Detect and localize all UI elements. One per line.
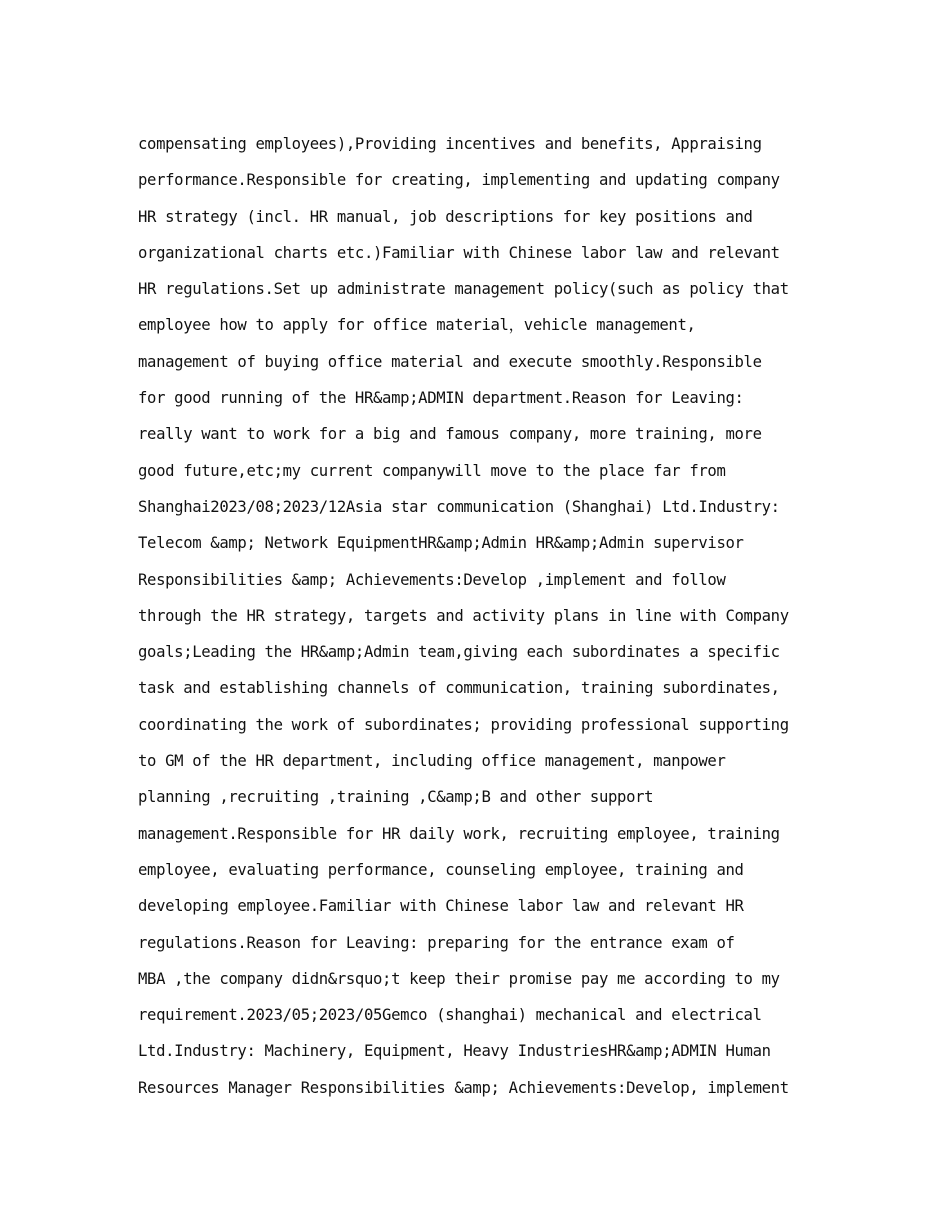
text-line: developing employee.Familiar with Chinese labor law and relevant HR xyxy=(138,897,744,916)
text-line: HR regulations.Set up administrate management policy(such as policy that xyxy=(138,280,789,299)
text-line: planning ,recruiting ,training ,C&amp;B and other support xyxy=(138,788,654,807)
text-line: task and establishing channels of communication, training subordinates, xyxy=(138,679,780,698)
text-line: management of buying office material and execute smoothly.Responsible xyxy=(138,352,762,371)
text-line: requirement.2023/05;2023/05Gemco (shanghai) mechanical and electrical xyxy=(138,1006,762,1025)
text-line: through the HR strategy, targets and activity plans in line with Company xyxy=(138,606,789,625)
text-line: regulations.Reason for Leaving: preparing for the entrance exam of xyxy=(138,933,735,952)
text-line: MBA ,the company didn&rsquo;t keep their promise pay me according to my xyxy=(138,969,780,988)
body-text xyxy=(138,126,828,1106)
text-line: goals;Leading the HR&amp;Admin team,giving each subordinates a specific xyxy=(138,643,780,662)
text-line: Responsibilities &amp; Achievements:Develop ,implement and follow xyxy=(138,570,726,589)
text-line: Telecom &amp; Network EquipmentHR&amp;Admin HR&amp;Admin supervisor xyxy=(138,534,744,553)
text-line: coordinating the work of subordinates; providing professional supporting xyxy=(138,715,789,734)
text-line: to GM of the HR department, including office management, manpower xyxy=(138,752,726,771)
text-line: employee, evaluating performance, counseling employee, training and xyxy=(138,860,744,879)
text-line: Resources Manager Responsibilities &amp; Achievements:Develop, implement xyxy=(138,1078,789,1097)
text-line: Ltd.Industry: Machinery, Equipment, Heavy IndustriesHR&amp;ADMIN Human xyxy=(138,1042,771,1061)
text-line: really want to work for a big and famous company, more training, more xyxy=(138,425,762,444)
text-line: organizational charts etc.)Familiar with Chinese labor law and relevant xyxy=(138,243,780,262)
text-line: performance.Responsible for creating, implementing and updating company xyxy=(138,171,780,190)
text-line: good future,etc;my current companywill move to the place far from xyxy=(138,461,726,480)
text-line: Shanghai2023/08;2023/12Asia star communication (Shanghai) Ltd.Industry: xyxy=(138,497,780,516)
text-line: HR strategy (incl. HR manual, job descriptions for key positions and xyxy=(138,207,753,226)
text-line: management.Responsible for HR daily work, recruiting employee, training xyxy=(138,824,780,843)
text-line: for good running of the HR&amp;ADMIN department.Reason for Leaving: xyxy=(138,389,744,408)
text-line: employee how to apply for office material，vehicle management, xyxy=(138,316,696,335)
text-line: compensating employees),Providing incentives and benefits, Appraising xyxy=(138,135,762,153)
